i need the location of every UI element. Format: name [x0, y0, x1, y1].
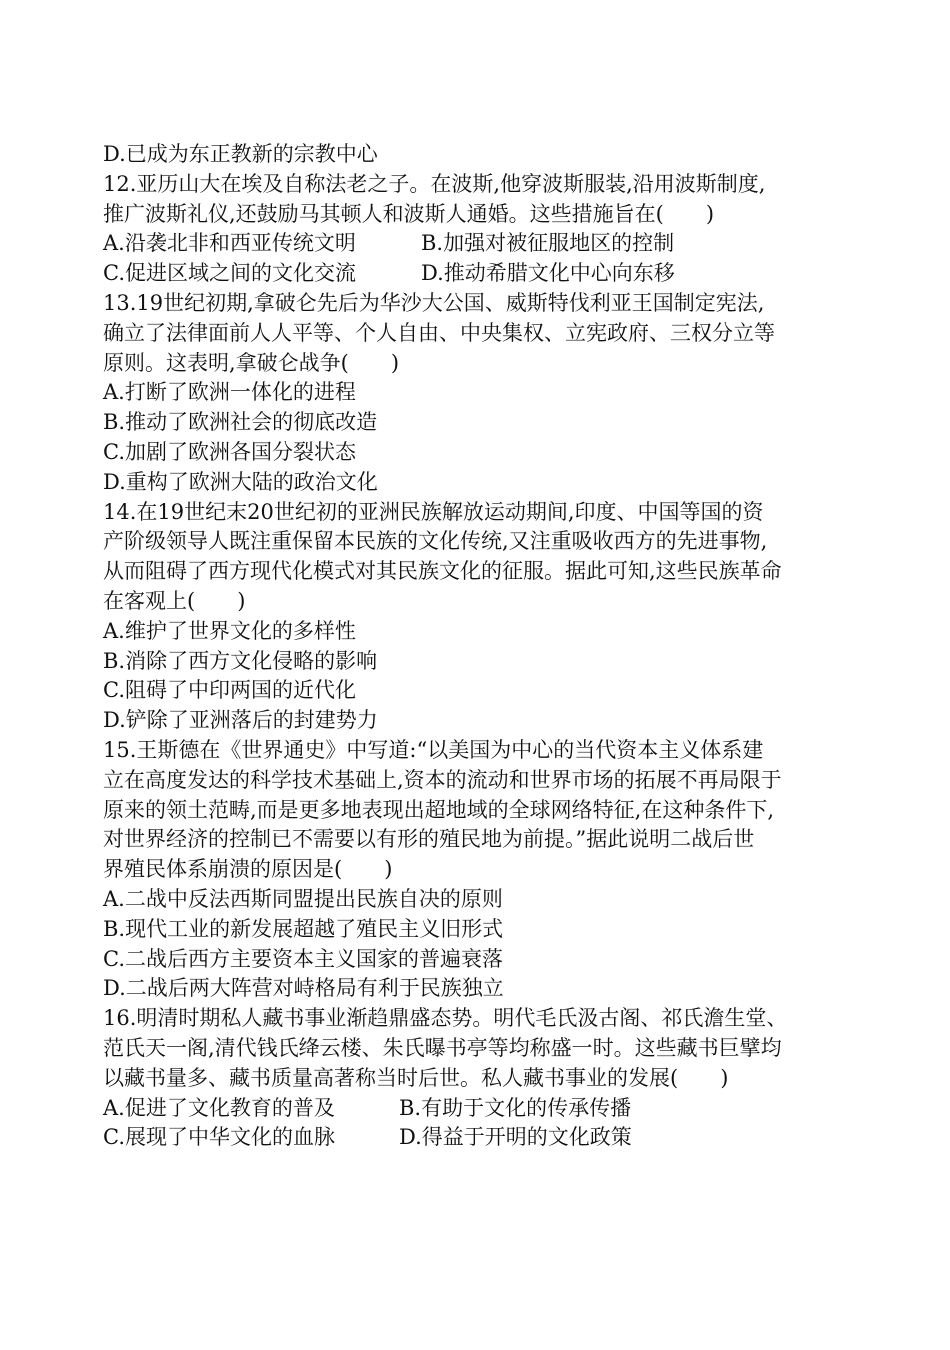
- text-line: 从而阻碍了西方现代化模式对其民族文化的征服。据此可知,这些民族革命: [103, 559, 782, 584]
- option-right: B.有助于文化的传承传播: [399, 1095, 632, 1120]
- text-line: 界殖民体系崩溃的原因是( ): [103, 857, 393, 882]
- text-line: 确立了法律面前人人平等、个人自由、中央集权、立宪政府、三权分立等: [103, 320, 775, 345]
- text-line: A.二战中反法西斯同盟提出民族自决的原则: [103, 886, 503, 911]
- text-line: C.阻碍了中印两国的近代化: [103, 678, 356, 703]
- text-line: 12.亚历山大在埃及自称法老之子。在波斯,他穿波斯服装,沿用波斯制度,: [103, 171, 766, 196]
- text-line: 产阶级领导人既注重保留本民族的文化传统,又注重吸收西方的先进事物,: [103, 529, 768, 554]
- option-right: B.加强对被征服地区的控制: [421, 231, 675, 256]
- text-line: 推广波斯礼仪,还鼓励马其顿人和波斯人通婚。这些措施旨在( ): [103, 201, 715, 226]
- text-line: 15.王斯德在《世界通史》中写道:“以美国为中心的当代资本主义体系建: [103, 737, 764, 762]
- option-row: [103, 229, 853, 259]
- option-row: [103, 1094, 853, 1124]
- text-line: 对世界经济的控制已不需要以有形的殖民地为前提。”据此说明二战后世: [103, 827, 755, 852]
- text-line: A.打断了欧洲一体化的进程: [103, 380, 356, 405]
- option-row: [103, 259, 853, 289]
- text-line: C.加剧了欧洲各国分裂状态: [103, 439, 356, 464]
- text-line: 以藏书量多、藏书质量高著称当时后世。私人藏书事业的发展( ): [103, 1065, 729, 1090]
- text-line: 原则。这表明,拿破仑战争( ): [103, 350, 400, 375]
- text-line: 14.在19世纪末20世纪初的亚洲民族解放运动期间,印度、中国等国的资: [103, 499, 764, 524]
- text-line: C.二战后西方主要资本主义国家的普遍衰落: [103, 946, 503, 971]
- document-page: [103, 140, 853, 1153]
- text-line: 范氏天一阁,清代钱氏绛云楼、朱氏曝书亭等均称盛一时。这些藏书巨擘均: [103, 1035, 782, 1060]
- option-right: D.得益于开明的文化政策: [399, 1125, 632, 1150]
- text-line: 原来的领土范畴,而是更多地表现出超地域的全球网络特征,在这种条件下,: [103, 797, 775, 822]
- text-line: D.已成为东正教新的宗教中心: [103, 142, 378, 166]
- option-right: D.推动希腊文化中心向东移: [421, 261, 675, 286]
- text-line: B.消除了西方文化侵略的影响: [103, 648, 378, 673]
- text-line: 立在高度发达的科学技术基础上,资本的流动和世界市场的拓展不再局限于: [103, 767, 782, 792]
- text-line: A.维护了世界文化的多样性: [103, 618, 356, 643]
- option-left: A.促进了文化教育的普及: [103, 1095, 335, 1120]
- text-line: 在客观上( ): [103, 588, 246, 613]
- text-line: 16.明清时期私人藏书事业渐趋鼎盛态势。明代毛氏汲古阁、祁氏澹生堂、: [103, 1006, 788, 1031]
- text-line: B.现代工业的新发展超越了殖民主义旧形式: [103, 916, 504, 941]
- text-line: B.推动了欧洲社会的彻底改造: [103, 410, 378, 435]
- option-left: C.展现了中华文化的血脉: [103, 1125, 335, 1150]
- text-line: 13.19世纪初期,拿破仑先后为华沙大公国、威斯特伐利亚王国制定宪法,: [103, 290, 765, 315]
- text-line: D.二战后两大阵营对峙格局有利于民族独立: [103, 976, 504, 1001]
- option-left: C.促进区域之间的文化交流: [103, 261, 356, 286]
- text-line: D.铲除了亚洲落后的封建势力: [103, 708, 378, 733]
- option-row: [103, 1123, 853, 1153]
- text-line: D.重构了欧洲大陆的政治文化: [103, 469, 378, 494]
- option-left: A.沿袭北非和西亚传统文明: [103, 231, 356, 256]
